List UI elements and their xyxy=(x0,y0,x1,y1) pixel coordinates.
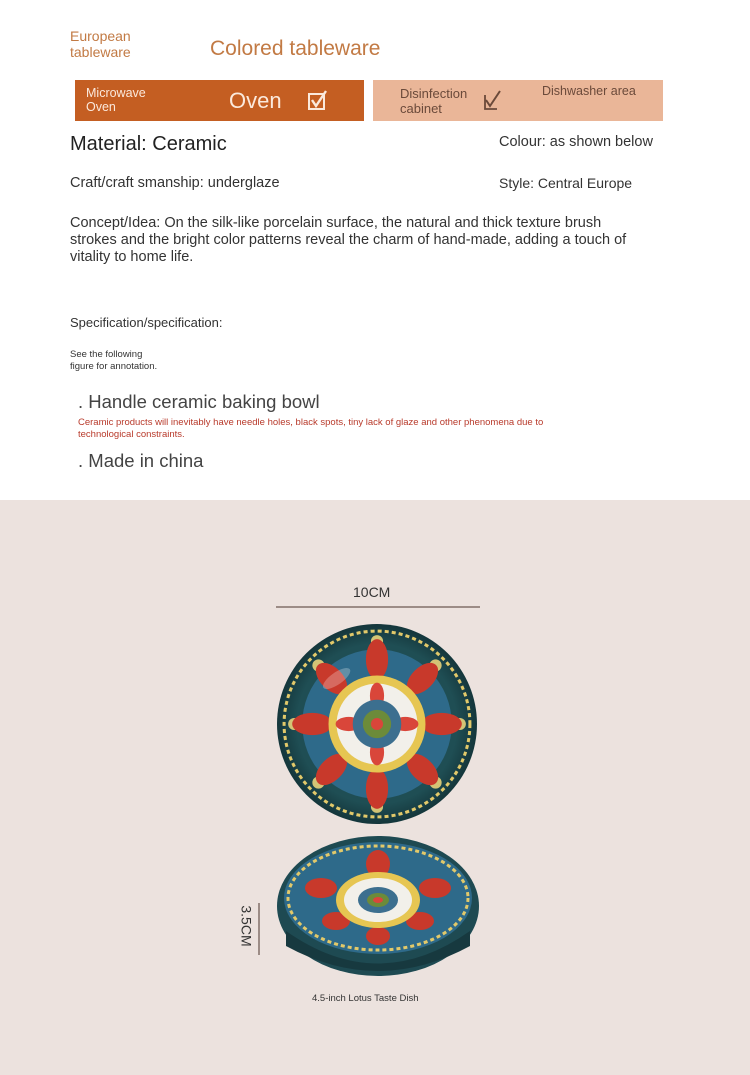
style-text: Style: Central Europe xyxy=(499,175,633,191)
handle-note: . Handle ceramic baking bowl xyxy=(78,391,320,412)
usage-bar-microwave xyxy=(75,80,364,121)
page-title: Colored tableware xyxy=(210,37,381,60)
brand-subtitle: European tableware xyxy=(70,28,131,60)
checkbox-checked-icon xyxy=(307,89,329,111)
dishwasher-label: Dishwasher area xyxy=(542,84,636,98)
height-dimension-label: 3.5CM xyxy=(238,905,255,947)
concept-text: Concept/Idea: On the silk-like porcelain surface, the natural and thick texture brush strokes and the bright color patterns reveal the charm of hand-made, adding a touch of vitality to home life. xyxy=(70,215,627,265)
disinfection-label: Disinfection cabinet xyxy=(400,86,468,116)
craft-text: Craft/craft smanship: underglaze xyxy=(70,175,280,191)
dish-side-view-image xyxy=(276,836,480,982)
checkbox-checked-icon xyxy=(481,89,503,111)
product-caption: 4.5-inch Lotus Taste Dish xyxy=(312,993,419,1004)
defect-warning: Ceramic products will inevitably have needle holes, black spots, tiny lack of glaze and other phenomena due to technological constraints. xyxy=(78,417,544,440)
specification-heading: Specification/specification: xyxy=(70,315,223,330)
dish-top-view-image xyxy=(276,622,478,826)
info-section xyxy=(0,0,750,500)
colour-text: Colour: as shown below xyxy=(499,134,653,150)
annotation-note: See the following figure for annotation. xyxy=(70,349,158,372)
microwave-label: Microwave Oven xyxy=(86,86,146,114)
width-dimension-line xyxy=(276,606,480,608)
height-dimension-line xyxy=(258,903,260,955)
oven-label: Oven xyxy=(229,88,282,113)
width-dimension-label: 10CM xyxy=(353,584,391,600)
origin-note: . Made in china xyxy=(78,450,204,471)
usage-bar-disinfection xyxy=(373,80,663,121)
material-text: Material: Ceramic xyxy=(70,133,227,155)
